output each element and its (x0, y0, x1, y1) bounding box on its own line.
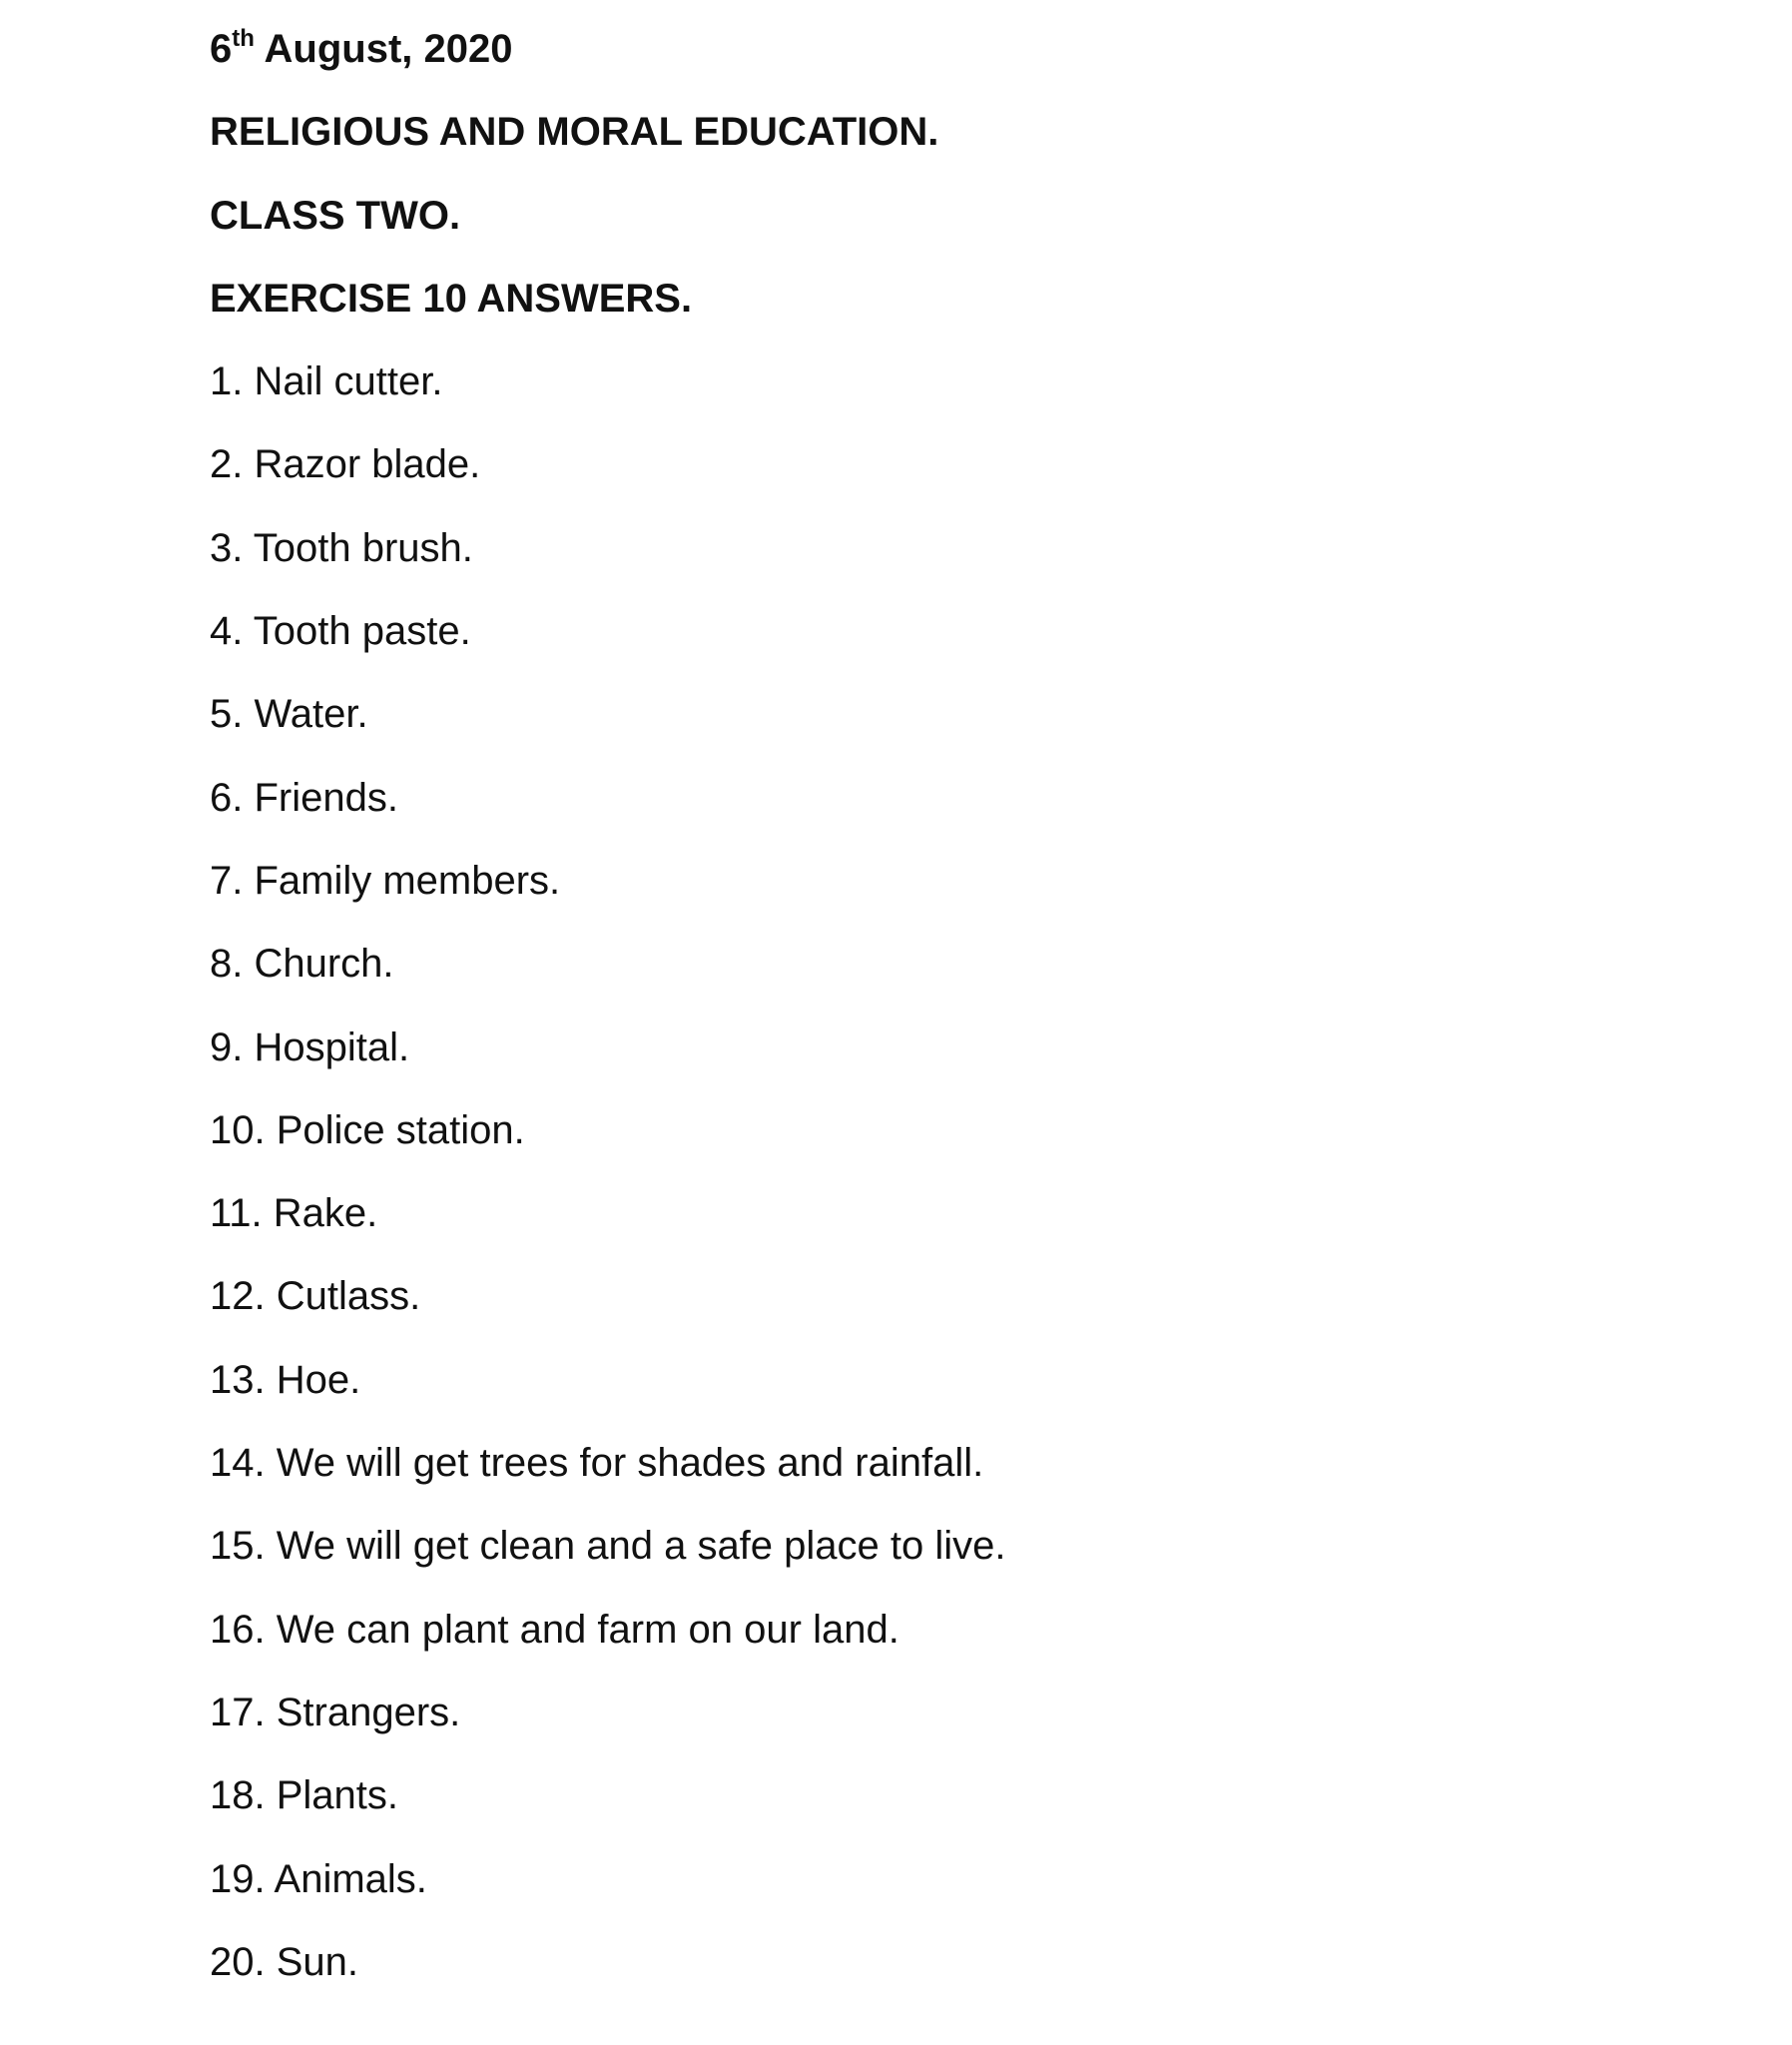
date-ordinal-suffix: th (232, 25, 255, 52)
subject-heading: RELIGIOUS AND MORAL EDUCATION. (210, 110, 939, 155)
answer-item: 15. We will get clean and a safe place to live. (210, 1524, 1006, 1569)
answer-item: 8. Church. (210, 942, 394, 987)
answer-item: 16. We can plant and farm on our land. (210, 1607, 899, 1652)
exercise-heading: EXERCISE 10 ANSWERS. (210, 276, 693, 321)
answer-item: 19. Animals. (210, 1856, 427, 1901)
answer-item: 1. Nail cutter. (210, 359, 443, 404)
answer-item: 9. Hospital. (210, 1024, 410, 1069)
answer-item: 5. Water. (210, 692, 368, 737)
answer-item: 6. Friends. (210, 775, 398, 820)
answer-item: 3. Tooth brush. (210, 525, 473, 570)
document-page (210, 22, 1707, 2018)
date-day: 6 (210, 27, 233, 71)
answer-item: 18. Plants. (210, 1773, 399, 1818)
answer-item: 20. Sun. (210, 1939, 359, 1984)
answer-item: 13. Hoe. (210, 1357, 361, 1402)
answer-item: 2. Razor blade. (210, 442, 481, 487)
answer-item: 12. Cutlass. (210, 1274, 421, 1319)
answer-item: 14. We will get trees for shades and rainfall. (210, 1441, 984, 1486)
answer-item: 4. Tooth paste. (210, 609, 471, 654)
answer-item: 7. Family members. (210, 858, 561, 903)
date-month-year: August, 2020 (254, 27, 513, 71)
answer-item: 10. Police station. (210, 1107, 525, 1152)
answer-item: 11. Rake. (210, 1191, 378, 1236)
class-heading: CLASS TWO. (210, 193, 461, 238)
document-date (210, 22, 1707, 105)
answer-item: 17. Strangers. (210, 1690, 461, 1734)
